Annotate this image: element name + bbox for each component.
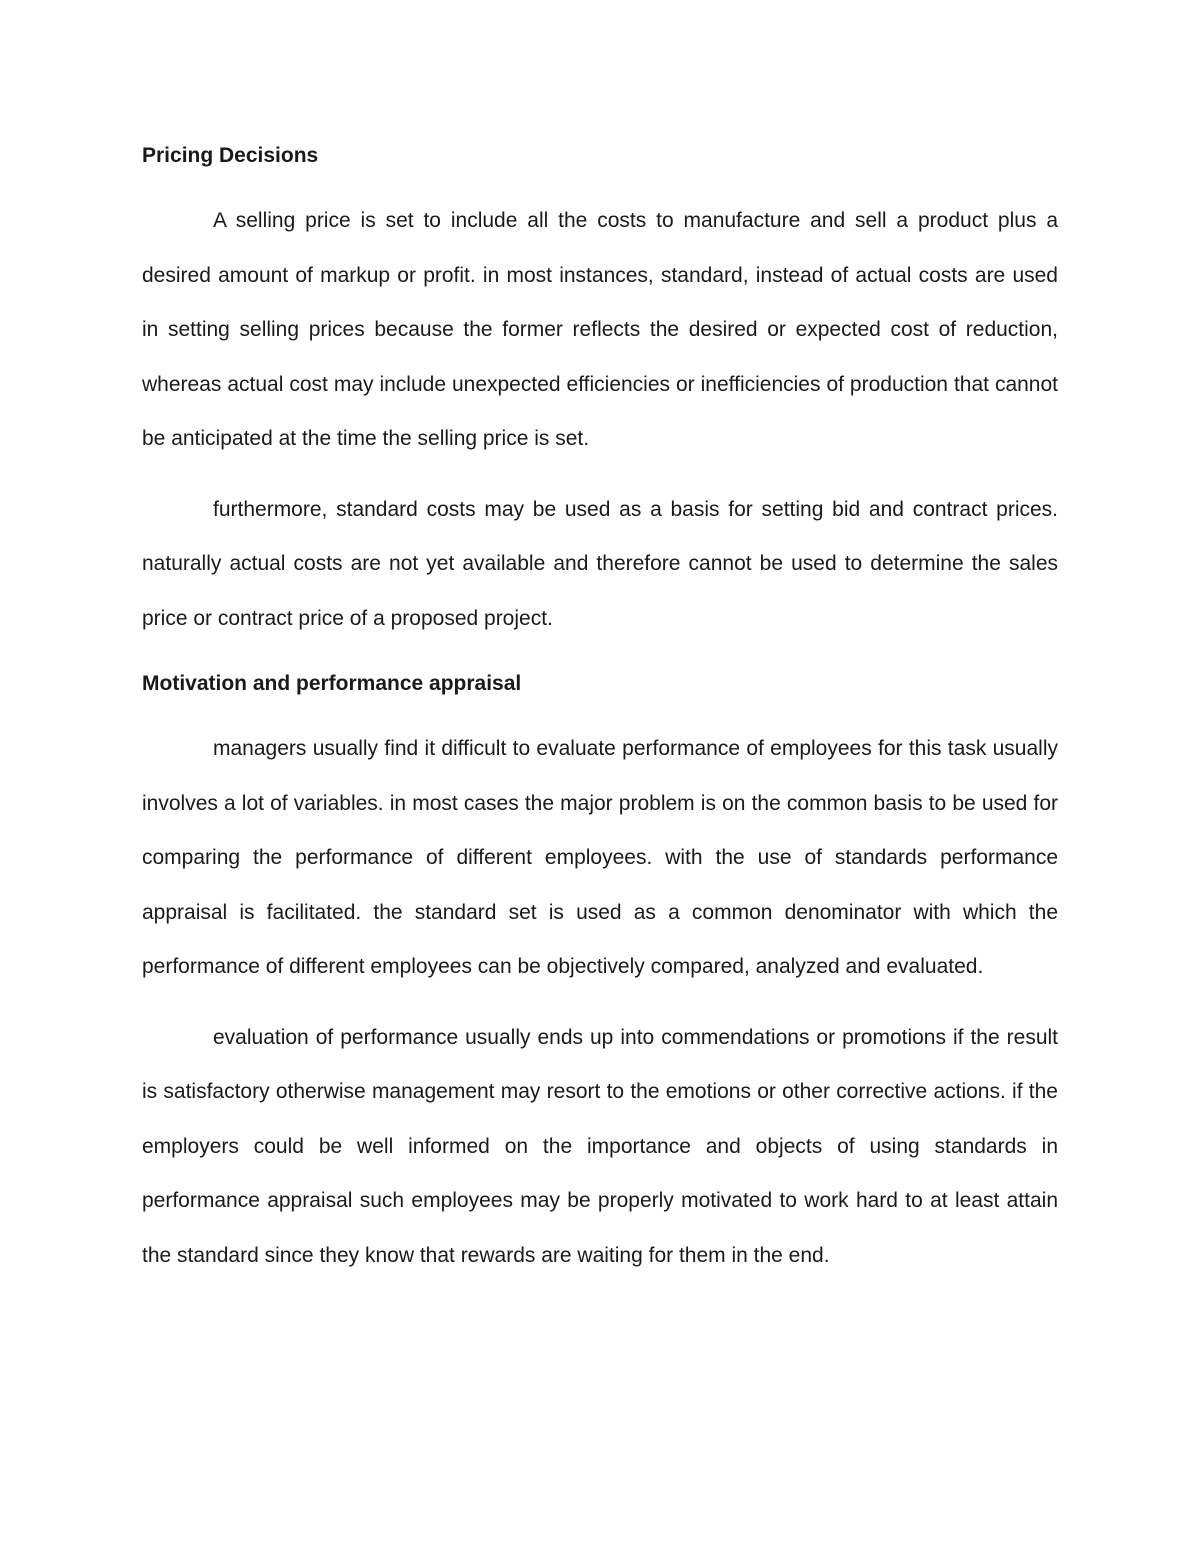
document-page bbox=[142, 140, 1058, 1283]
paragraph-bid-contract-prices: furthermore, standard costs may be used as a basis for setting bid and contract prices. naturally actual costs are not yet available and therefore cannot be used to determine the sales price or contract price of a proposed project. bbox=[142, 497, 1058, 630]
paragraph-evaluation-outcomes: evaluation of performance usually ends up into commendations or promotions if the result is satisfactory otherwise management may resort to the emotions or other corrective actions. if the employers could be well informed on the importance and objects of using standards in performance appraisal such employees may be properly motivated to work hard to at least attain the standard since they know that rewards are waiting for them in the end. bbox=[142, 1025, 1058, 1267]
section-heading-pricing-decisions: Pricing Decisions bbox=[142, 144, 319, 167]
paragraph-evaluate-performance: managers usually find it difficult to evaluate performance of employees for this task usually involves a lot of variables. in most cases the major problem is on the common basis to be used for comparing the performance of different employees. with the use of standards performance appraisal is facilitated. the standard set is used as a common denominator with which the performance of different employees can be objectively compared, analyzed and evaluated. bbox=[142, 737, 1058, 978]
paragraph-selling-price: A selling price is set to include all the costs to manufacture and sell a product plus a desired amount of markup or profit. in most instances, standard, instead of actual costs are used in setting selling prices because the former reflects the desired or expected cost of reduction, whereas actual cost may include unexpected efficiencies or inefficiencies of production that cannot be anticipated at the time the selling price is set. bbox=[142, 209, 1058, 450]
section-heading-motivation-appraisal: Motivation and performance appraisal bbox=[142, 672, 522, 695]
